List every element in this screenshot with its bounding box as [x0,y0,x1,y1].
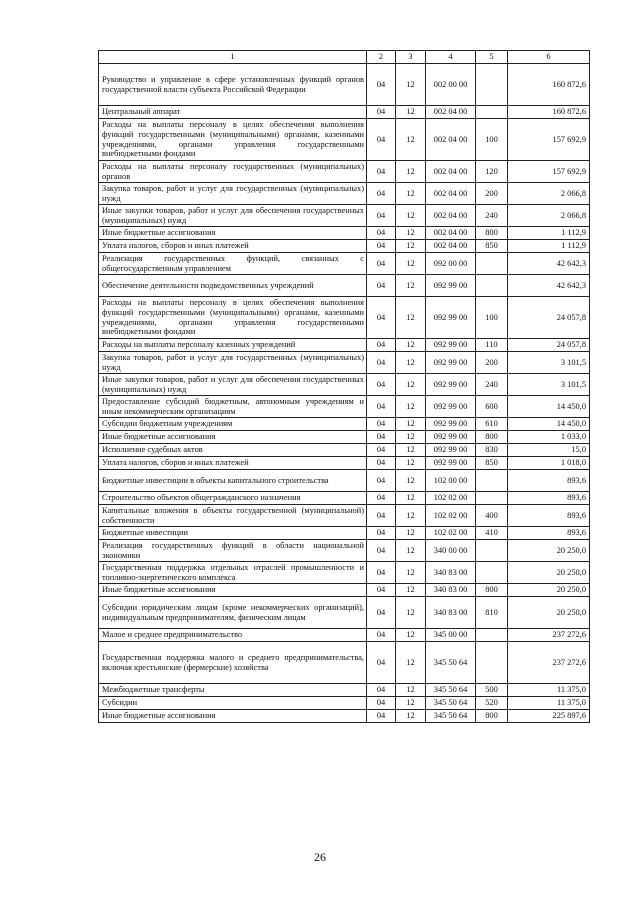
row-section-cell: 04 [367,492,396,505]
table-row [99,431,590,444]
row-expense-type-cell [476,540,508,562]
row-subsection-cell: 12 [396,431,426,444]
row-target-article-cell: 002 04 00 [426,161,476,183]
row-name-cell: Уплата налогов, сборов и иных платежей [99,457,367,470]
table-row [99,562,590,584]
row-subsection-cell: 12 [396,275,426,297]
table-row [99,540,590,562]
row-subsection-cell: 12 [396,64,426,106]
row-target-article-cell: 002 04 00 [426,240,476,253]
row-section-cell: 04 [367,597,396,629]
header-cell-subsection: 3 [396,51,426,64]
row-target-article-cell: 340 83 00 [426,584,476,597]
row-amount-cell: 20 250,0 [508,597,590,629]
row-expense-type-cell: 240 [476,374,508,396]
table-row [99,457,590,470]
row-subsection-cell: 12 [396,642,426,684]
row-name-cell: Иные закупки товаров, работ и услуг для обеспечения государственных (муниципальных) нужд [99,205,367,227]
row-subsection-cell: 12 [396,710,426,723]
row-expense-type-cell [476,562,508,584]
row-target-article-cell: 002 04 00 [426,119,476,161]
row-name-cell: Субсидии юридическим лицам (кроме некоммерческих организаций), индивидуальным предпринимателям, физическим лицам [99,597,367,629]
row-expense-type-cell: 200 [476,352,508,374]
row-name-cell: Расходы на выплаты персоналу в целях обеспечения выполнения функций государственными (муниципальными) органами, казенными учреждениями, органами управления государственными внебюджетными фондами [99,297,367,339]
row-subsection-cell: 12 [396,240,426,253]
row-amount-cell: 14 450,0 [508,418,590,431]
table-row [99,161,590,183]
row-expense-type-cell [476,642,508,684]
table-row [99,64,590,106]
row-target-article-cell: 092 99 00 [426,297,476,339]
row-amount-cell: 15,0 [508,444,590,457]
row-target-article-cell: 345 50 64 [426,710,476,723]
row-section-cell: 04 [367,710,396,723]
row-amount-cell: 893,6 [508,527,590,540]
row-target-article-cell: 092 99 00 [426,457,476,470]
header-cell-amount: 6 [508,51,590,64]
table-row [99,505,590,527]
row-target-article-cell: 345 50 64 [426,642,476,684]
row-name-cell: Закупка товаров, работ и услуг для государственных (муниципальных) нужд [99,183,367,205]
row-subsection-cell: 12 [396,418,426,431]
row-amount-cell: 893,6 [508,505,590,527]
budget-table-container [98,50,589,723]
row-amount-cell: 2 066,8 [508,183,590,205]
row-amount-cell: 1 112,9 [508,227,590,240]
table-row [99,642,590,684]
row-target-article-cell: 002 04 00 [426,227,476,240]
row-subsection-cell: 12 [396,527,426,540]
row-expense-type-cell [476,629,508,642]
table-row [99,119,590,161]
row-section-cell: 04 [367,205,396,227]
row-subsection-cell: 12 [396,457,426,470]
row-subsection-cell: 12 [396,470,426,492]
row-name-cell: Государственная поддержка отдельных отраслей промышленности и топливно-энергетического комплекса [99,562,367,584]
row-target-article-cell: 092 00 00 [426,253,476,275]
row-subsection-cell: 12 [396,297,426,339]
row-name-cell: Иные закупки товаров, работ и услуг для обеспечения государственных (муниципальных) нужд [99,374,367,396]
row-subsection-cell: 12 [396,205,426,227]
row-amount-cell: 24 057,8 [508,339,590,352]
row-amount-cell: 24 057,8 [508,297,590,339]
row-amount-cell: 42 642,3 [508,275,590,297]
row-name-cell: Предоставление субсидий бюджетным, автономным учреждениям и иным некоммерческим организациям [99,396,367,418]
row-expense-type-cell [476,492,508,505]
row-target-article-cell: 092 99 00 [426,396,476,418]
table-row [99,597,590,629]
table-row [99,253,590,275]
row-subsection-cell: 12 [396,227,426,240]
row-section-cell: 04 [367,183,396,205]
budget-table [98,50,590,723]
row-section-cell: 04 [367,253,396,275]
row-target-article-cell: 092 99 00 [426,339,476,352]
row-subsection-cell: 12 [396,505,426,527]
row-amount-cell: 160 872,6 [508,64,590,106]
row-name-cell: Субсидии бюджетным учреждениям [99,418,367,431]
header-row [99,51,590,64]
row-subsection-cell: 12 [396,629,426,642]
table-row [99,710,590,723]
row-section-cell: 04 [367,339,396,352]
table-row [99,205,590,227]
row-amount-cell: 20 250,0 [508,584,590,597]
row-section-cell: 04 [367,418,396,431]
row-name-cell: Субсидии [99,697,367,710]
row-amount-cell: 225 897,6 [508,710,590,723]
row-target-article-cell: 102 02 00 [426,505,476,527]
row-subsection-cell: 12 [396,106,426,119]
row-name-cell: Обеспечение деятельности подведомственных учреждений [99,275,367,297]
row-name-cell: Бюджетные инвестиции в объекты капитального строительства [99,470,367,492]
row-amount-cell: 157 692,9 [508,119,590,161]
row-target-article-cell: 002 04 00 [426,106,476,119]
row-expense-type-cell [476,470,508,492]
table-row [99,297,590,339]
row-section-cell: 04 [367,527,396,540]
row-target-article-cell: 102 00 00 [426,470,476,492]
row-expense-type-cell [476,106,508,119]
row-name-cell: Строительство объектов общегражданского назначения [99,492,367,505]
row-amount-cell: 1 033,0 [508,431,590,444]
row-amount-cell: 20 250,0 [508,562,590,584]
row-amount-cell: 157 692,9 [508,161,590,183]
header-cell-expense-type: 5 [476,51,508,64]
row-section-cell: 04 [367,275,396,297]
row-target-article-cell: 345 00 00 [426,629,476,642]
row-section-cell: 04 [367,374,396,396]
row-subsection-cell: 12 [396,161,426,183]
table-row [99,240,590,253]
row-amount-cell: 1 018,0 [508,457,590,470]
row-target-article-cell: 092 99 00 [426,352,476,374]
row-expense-type-cell: 240 [476,205,508,227]
row-subsection-cell: 12 [396,444,426,457]
row-expense-type-cell: 610 [476,418,508,431]
row-section-cell: 04 [367,697,396,710]
row-amount-cell: 237 272,6 [508,629,590,642]
row-expense-type-cell: 500 [476,684,508,697]
row-section-cell: 04 [367,119,396,161]
row-target-article-cell: 092 99 00 [426,418,476,431]
row-name-cell: Реализация государственных функций в области национальной экономики [99,540,367,562]
row-subsection-cell: 12 [396,253,426,275]
row-name-cell: Центральный аппарат [99,106,367,119]
row-section-cell: 04 [367,161,396,183]
row-expense-type-cell: 100 [476,297,508,339]
row-name-cell: Государственная поддержка малого и среднего предпринимательства, включая крестьянские (фермерские) хозяйства [99,642,367,684]
page-number: 26 [314,850,326,864]
row-name-cell: Реализация государственных функций, связанных с общегосударственным управлением [99,253,367,275]
row-subsection-cell: 12 [396,697,426,710]
table-row [99,629,590,642]
row-name-cell: Расходы на выплаты персоналу государственных (муниципальных) органов [99,161,367,183]
row-subsection-cell: 12 [396,119,426,161]
row-name-cell: Межбюджетные трансферты [99,684,367,697]
row-expense-type-cell: 400 [476,505,508,527]
row-expense-type-cell: 100 [476,119,508,161]
row-section-cell: 04 [367,227,396,240]
row-amount-cell: 14 450,0 [508,396,590,418]
row-section-cell: 04 [367,444,396,457]
table-row [99,227,590,240]
row-expense-type-cell: 800 [476,227,508,240]
row-section-cell: 04 [367,629,396,642]
row-name-cell: Малое и среднее предпринимательство [99,629,367,642]
row-name-cell: Иные бюджетные ассигнования [99,227,367,240]
row-amount-cell: 160 872,6 [508,106,590,119]
row-subsection-cell: 12 [396,396,426,418]
row-section-cell: 04 [367,584,396,597]
row-expense-type-cell: 600 [476,396,508,418]
header-cell-name: 1 [99,51,367,64]
row-name-cell: Закупка товаров, работ и услуг для государственных (муниципальных) нужд [99,352,367,374]
table-row [99,339,590,352]
row-expense-type-cell: 810 [476,597,508,629]
row-expense-type-cell: 410 [476,527,508,540]
row-target-article-cell: 345 50 64 [426,684,476,697]
row-expense-type-cell: 800 [476,431,508,444]
row-section-cell: 04 [367,64,396,106]
row-name-cell: Исполнение судебных актов [99,444,367,457]
row-target-article-cell: 092 99 00 [426,444,476,457]
row-target-article-cell: 340 83 00 [426,562,476,584]
table-row [99,527,590,540]
row-section-cell: 04 [367,106,396,119]
table-row [99,444,590,457]
row-name-cell: Бюджетные инвестиции [99,527,367,540]
table-row [99,470,590,492]
table-row [99,396,590,418]
row-expense-type-cell: 110 [476,339,508,352]
row-amount-cell: 1 112,9 [508,240,590,253]
row-amount-cell: 11 375,0 [508,684,590,697]
row-section-cell: 04 [367,684,396,697]
table-row [99,352,590,374]
table-row [99,584,590,597]
row-target-article-cell: 340 00 00 [426,540,476,562]
row-expense-type-cell: 120 [476,161,508,183]
row-expense-type-cell [476,275,508,297]
row-subsection-cell: 12 [396,684,426,697]
row-name-cell: Расходы на выплаты персоналу казенных учреждений [99,339,367,352]
table-row [99,418,590,431]
row-subsection-cell: 12 [396,492,426,505]
row-target-article-cell: 002 00 00 [426,64,476,106]
row-target-article-cell: 092 99 00 [426,431,476,444]
row-section-cell: 04 [367,240,396,253]
row-name-cell: Иные бюджетные ассигнования [99,584,367,597]
row-subsection-cell: 12 [396,352,426,374]
header-cell-section: 2 [367,51,396,64]
row-section-cell: 04 [367,396,396,418]
row-expense-type-cell: 520 [476,697,508,710]
table-row [99,492,590,505]
row-amount-cell: 3 101,5 [508,374,590,396]
table-row [99,106,590,119]
row-expense-type-cell: 800 [476,710,508,723]
row-amount-cell: 893,6 [508,470,590,492]
table-row [99,697,590,710]
row-section-cell: 04 [367,457,396,470]
row-section-cell: 04 [367,642,396,684]
row-target-article-cell: 002 04 00 [426,183,476,205]
row-expense-type-cell: 850 [476,457,508,470]
row-subsection-cell: 12 [396,540,426,562]
row-subsection-cell: 12 [396,339,426,352]
row-expense-type-cell: 200 [476,183,508,205]
table-row [99,374,590,396]
row-subsection-cell: 12 [396,584,426,597]
row-amount-cell: 3 101,5 [508,352,590,374]
row-section-cell: 04 [367,352,396,374]
row-subsection-cell: 12 [396,183,426,205]
row-amount-cell: 42 642,3 [508,253,590,275]
row-amount-cell: 237 272,6 [508,642,590,684]
row-expense-type-cell: 850 [476,240,508,253]
row-amount-cell: 11 375,0 [508,697,590,710]
table-body [99,64,590,723]
row-target-article-cell: 345 50 64 [426,697,476,710]
row-expense-type-cell: 830 [476,444,508,457]
table-row [99,684,590,697]
row-section-cell: 04 [367,505,396,527]
row-target-article-cell: 002 04 00 [426,205,476,227]
table-row [99,275,590,297]
row-target-article-cell: 092 99 00 [426,275,476,297]
row-name-cell: Уплата налогов, сборов и иных платежей [99,240,367,253]
table-row [99,183,590,205]
header-cell-target-article: 4 [426,51,476,64]
row-section-cell: 04 [367,470,396,492]
row-name-cell: Иные бюджетные ассигнования [99,710,367,723]
row-name-cell: Расходы на выплаты персоналу в целях обеспечения выполнения функций государственными (муниципальными) органами, казенными учреждениями, органами управления государственными внебюджетными фондами [99,119,367,161]
row-subsection-cell: 12 [396,562,426,584]
row-target-article-cell: 092 99 00 [426,374,476,396]
row-amount-cell: 893,6 [508,492,590,505]
row-target-article-cell: 102 02 00 [426,492,476,505]
row-amount-cell: 2 066,8 [508,205,590,227]
row-section-cell: 04 [367,297,396,339]
row-section-cell: 04 [367,540,396,562]
row-name-cell: Иные бюджетные ассигнования [99,431,367,444]
row-target-article-cell: 102 02 00 [426,527,476,540]
row-section-cell: 04 [367,431,396,444]
row-target-article-cell: 340 83 00 [426,597,476,629]
row-expense-type-cell [476,64,508,106]
row-amount-cell: 20 250,0 [508,540,590,562]
row-subsection-cell: 12 [396,374,426,396]
row-name-cell: Руководство и управление в сфере установленных функций органов государственной власти субъекта Российской Федерации [99,64,367,106]
row-name-cell: Капитальные вложения в объекты государственной (муниципальной) собственности [99,505,367,527]
row-section-cell: 04 [367,562,396,584]
row-subsection-cell: 12 [396,597,426,629]
row-expense-type-cell: 800 [476,584,508,597]
row-expense-type-cell [476,253,508,275]
